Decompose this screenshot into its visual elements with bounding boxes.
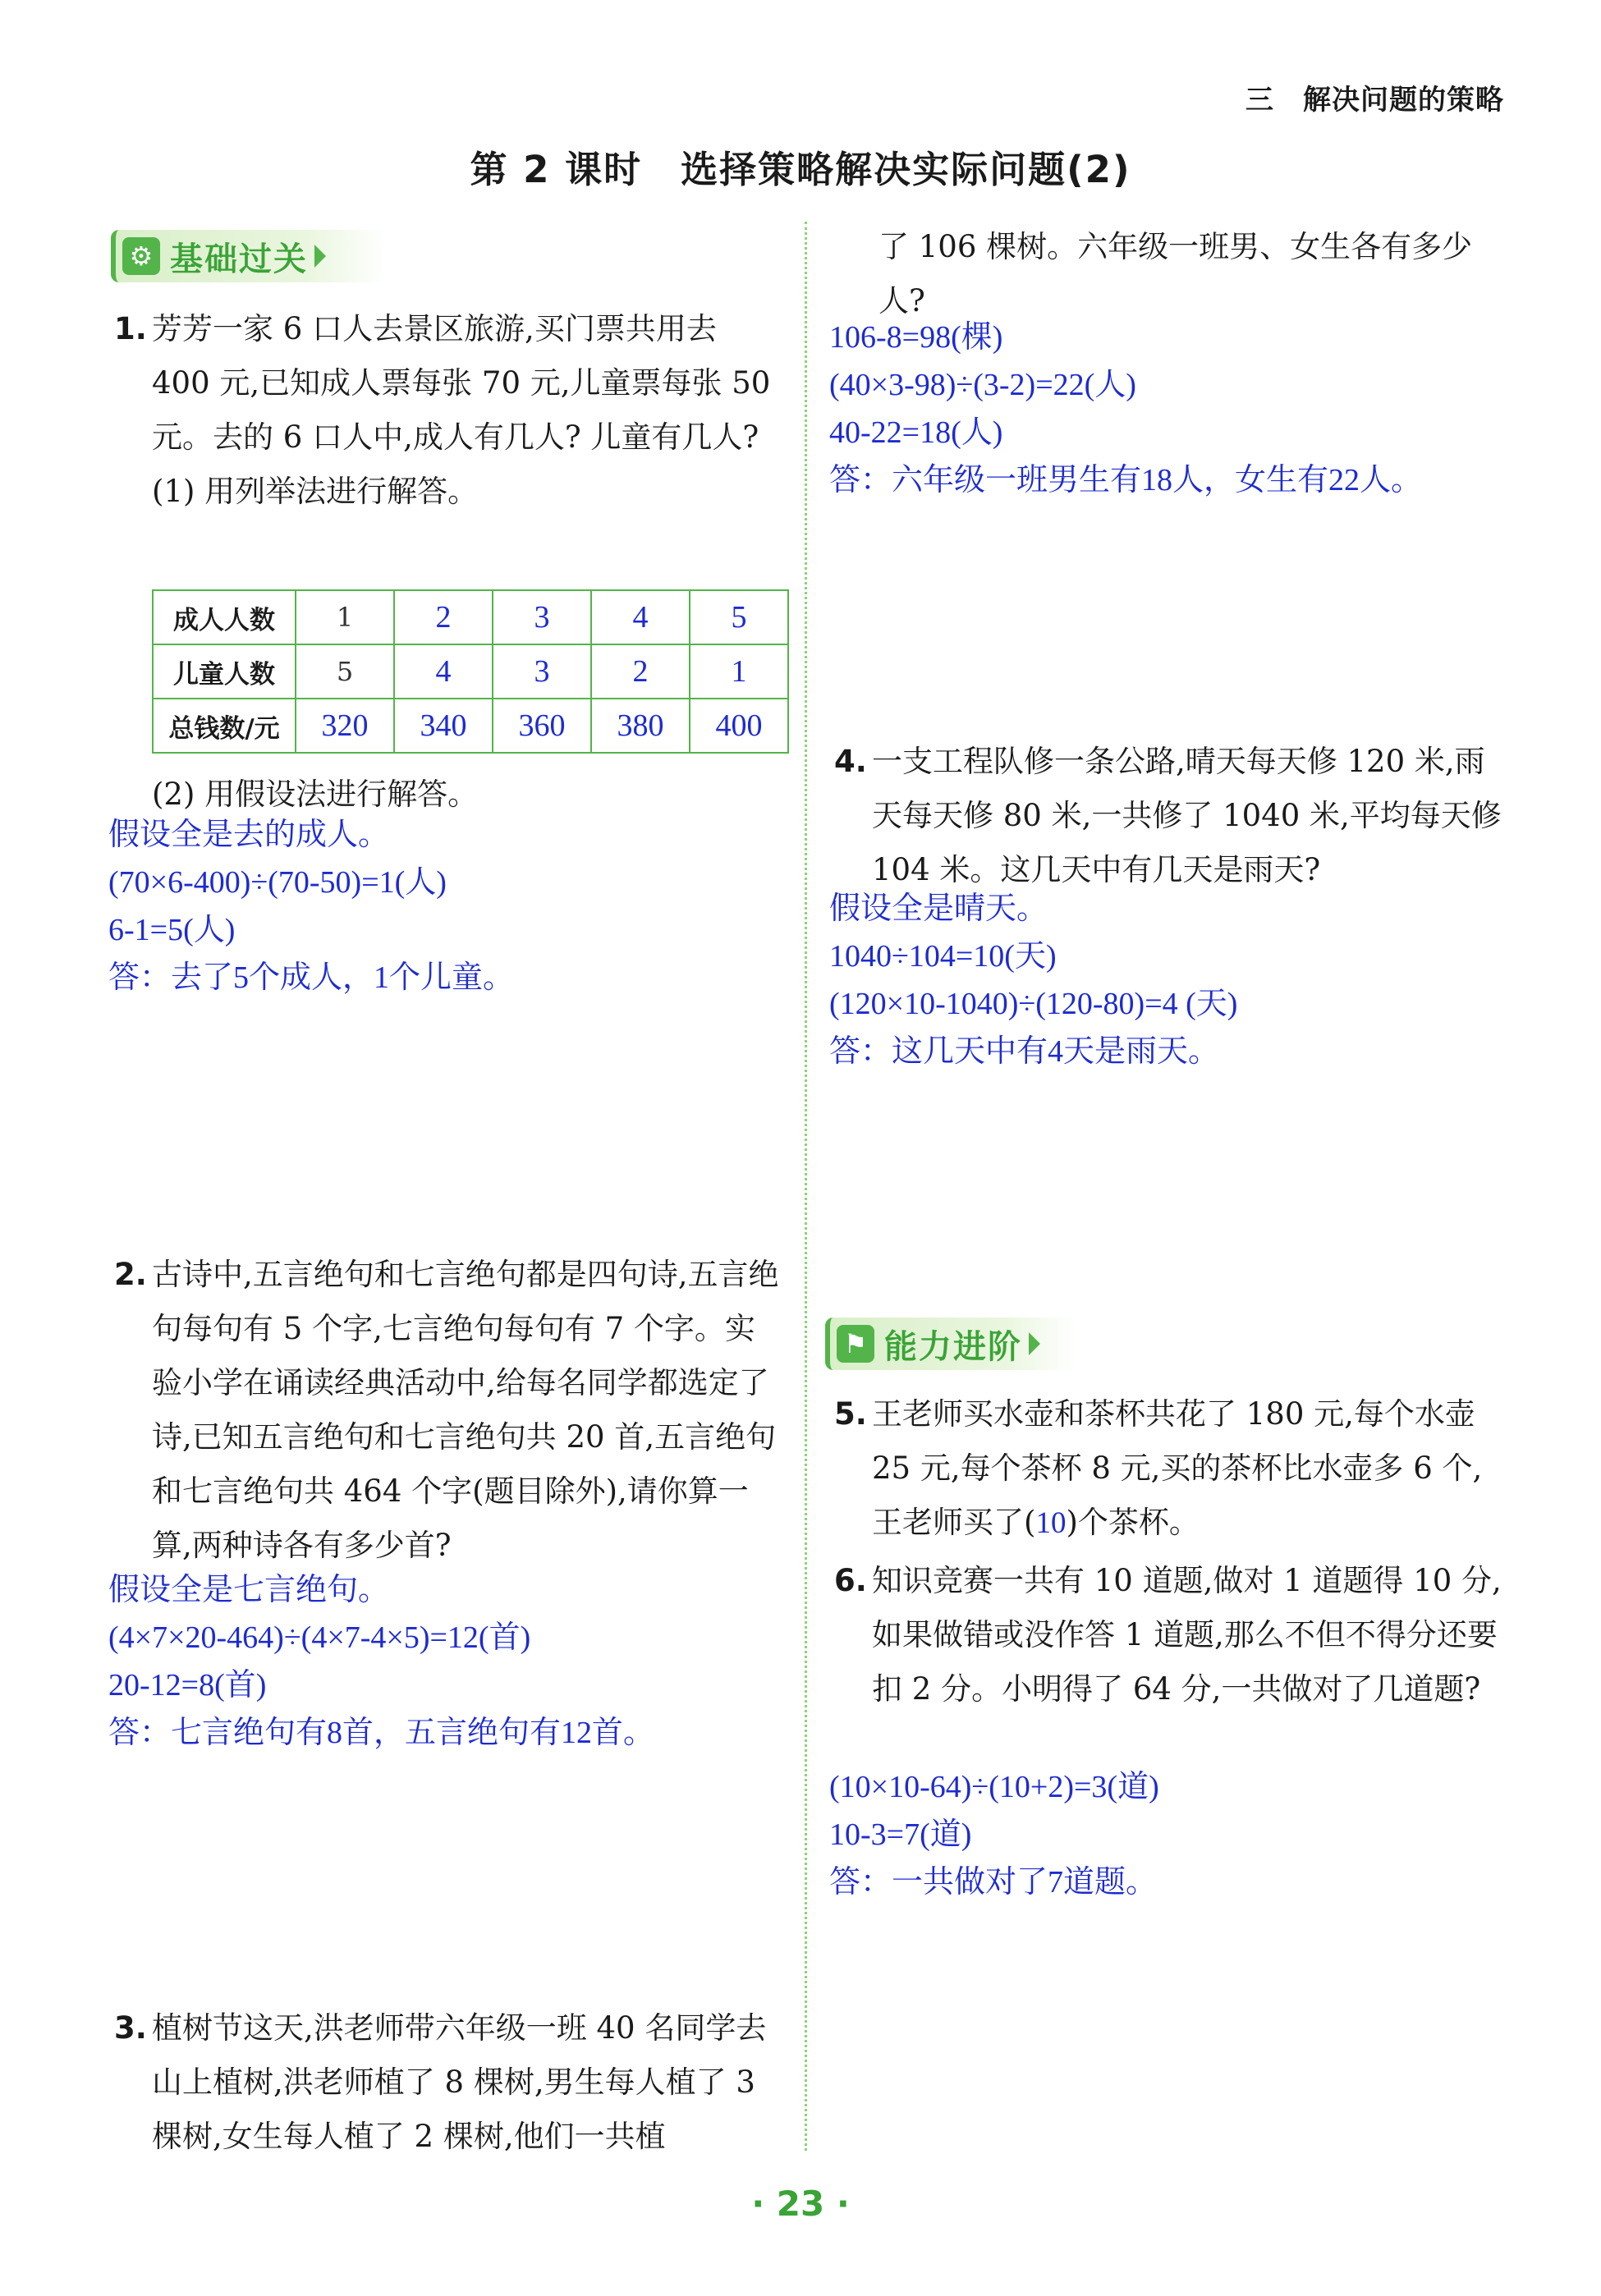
question-number: 2. xyxy=(114,1257,147,1292)
answer-line: 20-12=8(首) xyxy=(108,1668,267,1703)
answer-line: 答：去了5个成人，1个儿童。 xyxy=(108,960,515,995)
question-number: 5. xyxy=(834,1396,867,1432)
question-text: 芳芳一家 6 口人去景区旅游,买门票共用去 400 元,已知成人票每张 70 元,儿童票每张 50 元。去的 6 口人中,成人有几人? 儿童有几人? xyxy=(152,311,771,455)
question-1 xyxy=(114,302,784,519)
question-number: 1. xyxy=(114,311,147,346)
answer-cell: 380 xyxy=(617,708,664,743)
answer-cell: 2 xyxy=(435,600,452,635)
answer-block-q2 xyxy=(108,1566,654,1757)
question-number: 4. xyxy=(834,744,867,779)
question-text: 古诗中,五言绝句和七言绝句都是四句诗,五言绝句每句有 5 个字,七言绝句每句有 7 个字。实验小学在诵读经典活动中,给每名同学都选定了诗,已知五言绝句和七言绝句共 20 首,五言绝句和七言绝句共 464 个字(题目除外),请你算一算,两种诗各有多少首? xyxy=(152,1257,779,1563)
table-row xyxy=(153,590,788,644)
answer-line: 1040÷104=10(天) xyxy=(829,939,1057,974)
answer-line: 假设全是去的成人。 xyxy=(108,818,390,852)
answer-line: 答：一共做对了7道题。 xyxy=(829,1865,1158,1900)
section-banner-advanced xyxy=(825,1318,1076,1370)
gear-icon: ⚙ xyxy=(122,237,160,275)
answer-cell: 340 xyxy=(420,708,467,743)
row-header: 儿童人数 xyxy=(153,644,296,699)
section-banner-basic xyxy=(111,230,387,282)
column-divider xyxy=(805,222,807,2151)
question-text: 植树节这天,洪老师带六年级一班 40 名同学去山上植树,洪老师植了 8 棵树,男生每人植了 3 棵树,女生每人植了 2 棵树,他们一共植 xyxy=(152,2010,767,2154)
enumeration-table xyxy=(152,589,789,754)
answer-line: 假设全是晴天。 xyxy=(829,891,1048,926)
answer-line: (120×10-1040)÷(120-80)=4 (天) xyxy=(829,987,1238,1021)
answer-block-q4 xyxy=(829,885,1237,1075)
question-text: 知识竞赛一共有 10 道题,做对 1 道题得 10 分,如果做错或没作答 1 道题,那么不但不得分还要扣 2 分。小明得了 64 分,一共做对了几道题? xyxy=(872,1563,1502,1707)
question-4 xyxy=(834,735,1512,897)
answer-line: (4×7×20-464)÷(4×7-4×5)=12(首) xyxy=(108,1620,531,1655)
question-5 xyxy=(834,1387,1512,1551)
answer-line: 假设全是七言绝句。 xyxy=(108,1573,390,1607)
question-part-2: (2) 用假设法进行解答。 xyxy=(152,777,479,812)
question-text: )个茶杯。 xyxy=(1066,1505,1200,1540)
answer-line: (40×3-98)÷(3-2)=22(人) xyxy=(829,368,1136,402)
answer-line: 10-3=7(道) xyxy=(829,1817,972,1852)
answer-line: (10×10-64)÷(10+2)=3(道) xyxy=(829,1770,1159,1804)
answer-cell: 1 xyxy=(731,654,747,689)
table-cell: 5 xyxy=(336,656,354,687)
section-label: 基础过关 xyxy=(170,240,308,278)
question-text: 王老师买水壶和茶杯共花了 180 元,每个水壶 25 元,每个茶杯 8 元,买的茶杯比水壶多 6 个,王老师买了( xyxy=(872,1396,1483,1540)
row-header: 总钱数/元 xyxy=(153,699,296,753)
answer-cell: 3 xyxy=(534,654,550,689)
answer-line: (70×6-400)÷(70-50)=1(人) xyxy=(108,865,447,900)
fill-blank-answer: 10 xyxy=(1035,1506,1067,1540)
answer-line: 6-1=5(人) xyxy=(108,913,236,947)
lesson-title: 第 2 课时 选择策略解决实际问题(2) xyxy=(470,148,1131,191)
answer-block-q3 xyxy=(829,314,1422,504)
answer-block-q6 xyxy=(829,1763,1159,1906)
answer-line: 答：七言绝句有8首，五言绝句有12首。 xyxy=(108,1716,655,1750)
arrow-icon xyxy=(1029,1332,1040,1355)
question-number: 3. xyxy=(114,2010,147,2046)
answer-line: 答：这几天中有4天是雨天。 xyxy=(829,1034,1220,1069)
answer-line: 106-8=98(棵) xyxy=(829,320,1003,355)
table-row xyxy=(153,644,788,699)
page-number: · 23 · xyxy=(751,2184,850,2224)
row-header: 成人人数 xyxy=(153,590,296,644)
answer-line: 答：六年级一班男生有18人，女生有22人。 xyxy=(829,463,1423,497)
answer-block-q1 xyxy=(108,811,514,1001)
question-6 xyxy=(834,1554,1512,1716)
question-text: 一支工程队修一条公路,晴天每天修 120 米,雨天每天修 80 米,一共修了 1040 米,平均每天修 104 米。这几天中有几天是雨天? xyxy=(872,744,1502,887)
question-3-continued: 了 106 棵树。六年级一班男、女生各有多少人? xyxy=(878,229,1473,319)
answer-cell: 4 xyxy=(435,654,452,689)
answer-cell: 5 xyxy=(731,600,747,635)
section-label: 能力进阶 xyxy=(884,1327,1022,1366)
answer-cell: 360 xyxy=(518,708,566,743)
answer-cell: 3 xyxy=(534,600,550,635)
answer-cell: 400 xyxy=(715,708,763,743)
question-part-1: (1) 用列举法进行解答。 xyxy=(152,474,479,509)
table-row xyxy=(153,699,788,753)
chapter-header: 三 解决问题的策略 xyxy=(1245,84,1504,117)
table-cell: 1 xyxy=(336,602,354,633)
arrow-icon xyxy=(314,245,326,268)
question-3 xyxy=(114,2001,784,2164)
answer-cell: 4 xyxy=(632,600,649,635)
question-number: 6. xyxy=(834,1563,867,1598)
question-2 xyxy=(114,1248,784,1573)
runner-icon: ⚑ xyxy=(837,1325,874,1363)
answer-line: 40-22=18(人) xyxy=(829,415,1003,450)
answer-cell: 320 xyxy=(321,708,369,743)
answer-cell: 2 xyxy=(632,654,649,689)
